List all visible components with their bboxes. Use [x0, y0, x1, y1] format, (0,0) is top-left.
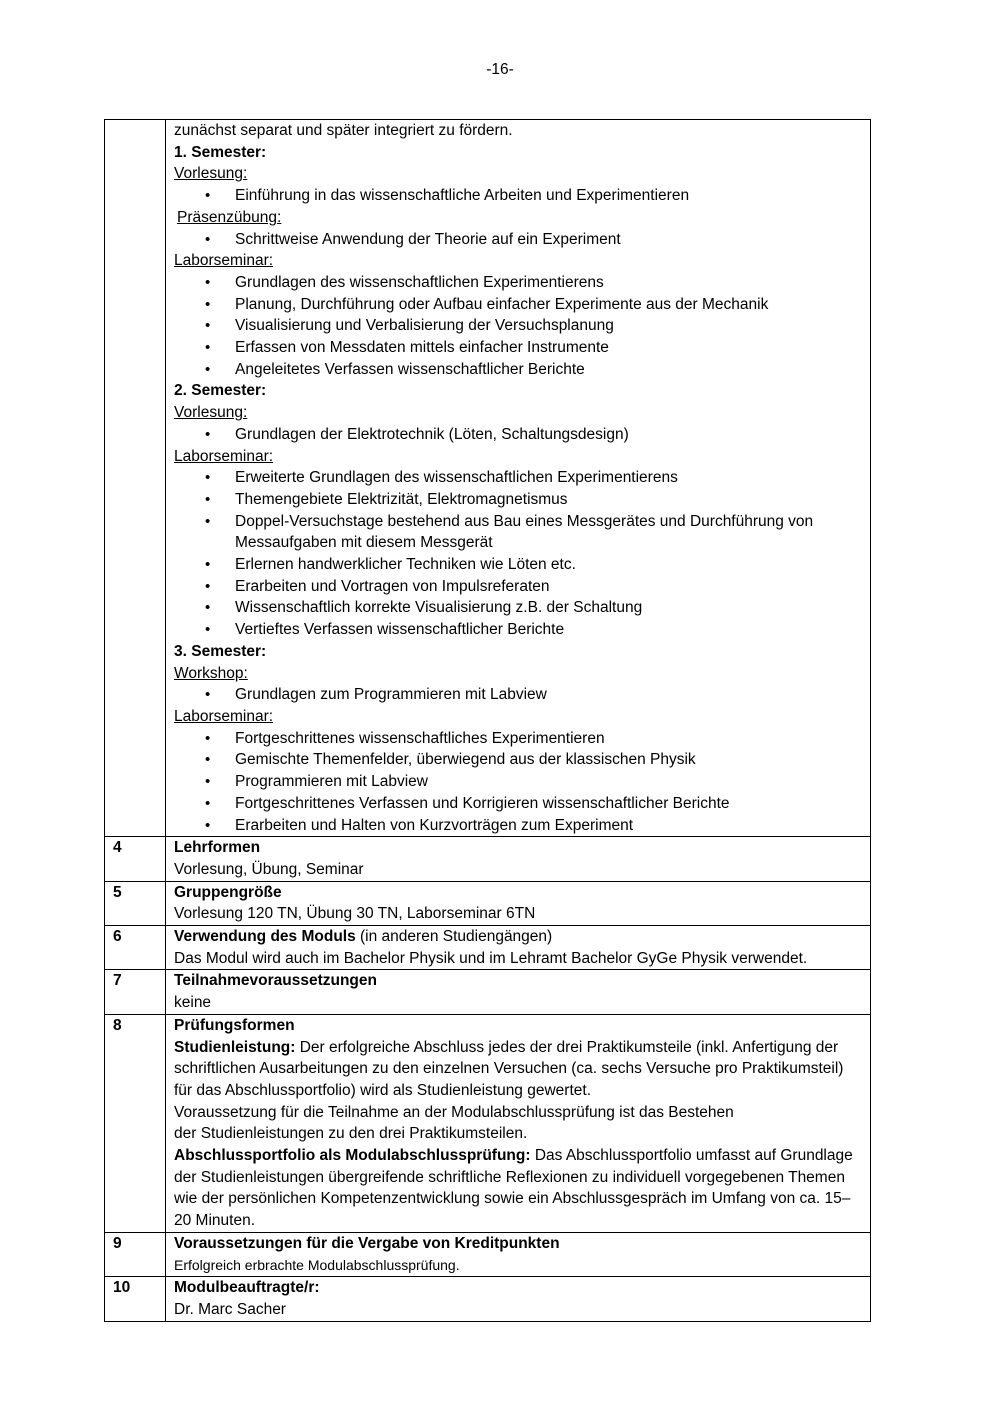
studienleistung-paragraph	[174, 1037, 864, 1102]
row-title: Modulbeauftragte/r:	[174, 1279, 320, 1297]
list-item: • Erarbeiten und Halten von Kurzvorträgen zum Experiment	[235, 815, 864, 837]
list-item: • Grundlagen zum Programmieren mit Labview	[235, 684, 864, 706]
row-title-line	[174, 926, 864, 948]
list-item: • Themengebiete Elektrizität, Elektromagnetismus	[235, 489, 864, 511]
row-title: Prüfungsformen	[174, 1016, 295, 1034]
list-item: • Grundlagen der Elektrotechnik (Löten, Schaltungsdesign)	[235, 424, 864, 446]
row-title: Gruppengröße	[174, 883, 282, 901]
list-item: • Doppel-Versuchstage bestehend aus Bau eines Messgerätes und Durchführung von Messaufgaben mit diesem Messgerät	[235, 511, 864, 554]
list-item: • Fortgeschrittenes Verfassen und Korrigieren wissenschaftlicher Berichte	[235, 793, 864, 815]
bullet-list	[174, 229, 864, 251]
studienleistung-label: Studienleistung:	[174, 1038, 296, 1056]
table-row	[105, 1014, 871, 1232]
block-label: Laborseminar:	[174, 707, 274, 725]
list-item: • Programmieren mit Labview	[235, 771, 864, 793]
list-item: • Erlernen handwerklicher Techniken wie Löten etc.	[235, 554, 864, 576]
row-number: 9	[105, 1232, 166, 1276]
bullet-list	[174, 467, 864, 641]
row-content	[166, 881, 871, 925]
list-item: • Vertieftes Verfassen wissenschaftlicher Berichte	[235, 619, 864, 641]
list-item: • Angeleitetes Verfassen wissenschaftlicher Berichte	[235, 359, 864, 381]
intro-text: zunächst separat und später integriert zu fördern.	[174, 122, 513, 139]
bullet-list	[174, 424, 864, 446]
row-title: Teilnahmevoraussetzungen	[174, 972, 377, 990]
list-item: • Fortgeschrittenes wissenschaftliches Experimentieren	[235, 728, 864, 750]
block-label: Laborseminar:	[174, 252, 274, 270]
block-label: Workshop:	[174, 664, 248, 682]
row-number: 10	[105, 1277, 166, 1321]
list-item: • Einführung in das wissenschaftliche Arbeiten und Experimentieren	[235, 185, 864, 207]
row-text: Vorlesung 120 TN, Übung 30 TN, Laborseminar 6TN	[174, 905, 536, 923]
module-table	[104, 119, 871, 1322]
table-row	[105, 881, 871, 925]
table-row	[105, 1232, 871, 1276]
list-item: • Grundlagen des wissenschaftlichen Experimentierens	[235, 272, 864, 294]
row-content	[166, 926, 871, 970]
voraussetzung-paragraph: Voraussetzung für die Teilnahme an der Modulabschlussprüfung ist das Bestehen der Studienleistungen zu den drei Praktikumsteilen.	[174, 1103, 734, 1143]
row-number-empty	[105, 120, 166, 837]
portfolio-text: Das Abschlussportfolio umfasst auf Grundlage der Studienleistungen übergreifende schriftliche Reflexionen zu individuell vorgegebenen Themen wie der persönlichen Kompetenzentwicklung sowie ein Abschlussgespräch im Umfang von ca. 15–20 Minuten.	[174, 1147, 853, 1230]
row-text: Erfolgreich erbrachte Modulabschlussprüfung.	[174, 1256, 460, 1273]
row-text: Vorlesung, Übung, Seminar	[174, 860, 364, 878]
table-row	[105, 837, 871, 881]
portfolio-paragraph	[174, 1145, 864, 1232]
row-content	[166, 1232, 871, 1276]
row-title: Lehrformen	[174, 839, 261, 857]
row-text: Dr. Marc Sacher	[174, 1300, 286, 1318]
semester-heading: 3. Semester:	[174, 642, 267, 660]
list-item: • Erweiterte Grundlagen des wissenschaftlichen Experimentierens	[235, 467, 864, 489]
row-text: keine	[174, 994, 212, 1012]
list-item: • Planung, Durchführung oder Aufbau einfacher Experimente aus der Mechanik	[235, 294, 864, 316]
list-item: • Visualisierung und Verbalisierung der Versuchsplanung	[235, 315, 864, 337]
row-number: 6	[105, 926, 166, 970]
semester-heading: 2. Semester:	[174, 382, 267, 400]
row-content	[166, 970, 871, 1014]
bullet-list	[174, 272, 864, 381]
row-content	[166, 1014, 871, 1232]
bullet-list	[174, 684, 864, 706]
row-title: Voraussetzungen für die Vergabe von Kreditpunkten	[174, 1234, 560, 1252]
row-title-suffix: (in anderen Studiengängen)	[355, 928, 553, 946]
list-item: • Schrittweise Anwendung der Theorie auf ein Experiment	[235, 229, 864, 251]
table-row	[105, 926, 871, 970]
row-number: 7	[105, 970, 166, 1014]
block-label: Präsenzübung:	[177, 208, 282, 226]
row-content	[166, 837, 871, 881]
list-item: • Erfassen von Messdaten mittels einfacher Instrumente	[235, 337, 864, 359]
list-item: • Wissenschaftlich korrekte Visualisierung z.B. der Schaltung	[235, 597, 864, 619]
row-text: Das Modul wird auch im Bachelor Physik und im Lehramt Bachelor GyGe Physik verwendet.	[174, 949, 808, 967]
page-number: -16-	[486, 61, 514, 78]
block-label: Vorlesung:	[174, 404, 248, 422]
row-number: 8	[105, 1014, 166, 1232]
row-title: Verwendung des Moduls	[174, 928, 356, 946]
block-label: Vorlesung:	[174, 165, 248, 183]
studienleistung-text: Der erfolgreiche Abschluss jedes der drei Praktikumsteile (inkl. Anfertigung der schriftlichen Ausarbeitungen zu den einzelnen Versuchen (ca. sechs Versuche pro Praktikumsteil) für das Abschlussportfolio) wird als Studienleistung gewertet.	[174, 1038, 844, 1099]
row-number: 4	[105, 837, 166, 881]
list-item: • Erarbeiten und Vortragen von Impulsreferaten	[235, 576, 864, 598]
list-item: • Gemischte Themenfelder, überwiegend aus der klassischen Physik	[235, 749, 864, 771]
bullet-list	[174, 728, 864, 837]
row-content	[166, 1277, 871, 1321]
semester-heading: 1. Semester:	[174, 143, 267, 161]
portfolio-label: Abschlussportfolio als Modulabschlussprüfung:	[174, 1147, 531, 1165]
bullet-list	[174, 185, 864, 207]
table-row-contents	[105, 120, 871, 837]
table-row	[105, 1277, 871, 1321]
contents-cell	[166, 120, 871, 837]
table-row	[105, 970, 871, 1014]
block-label: Laborseminar:	[174, 447, 274, 465]
row-number: 5	[105, 881, 166, 925]
